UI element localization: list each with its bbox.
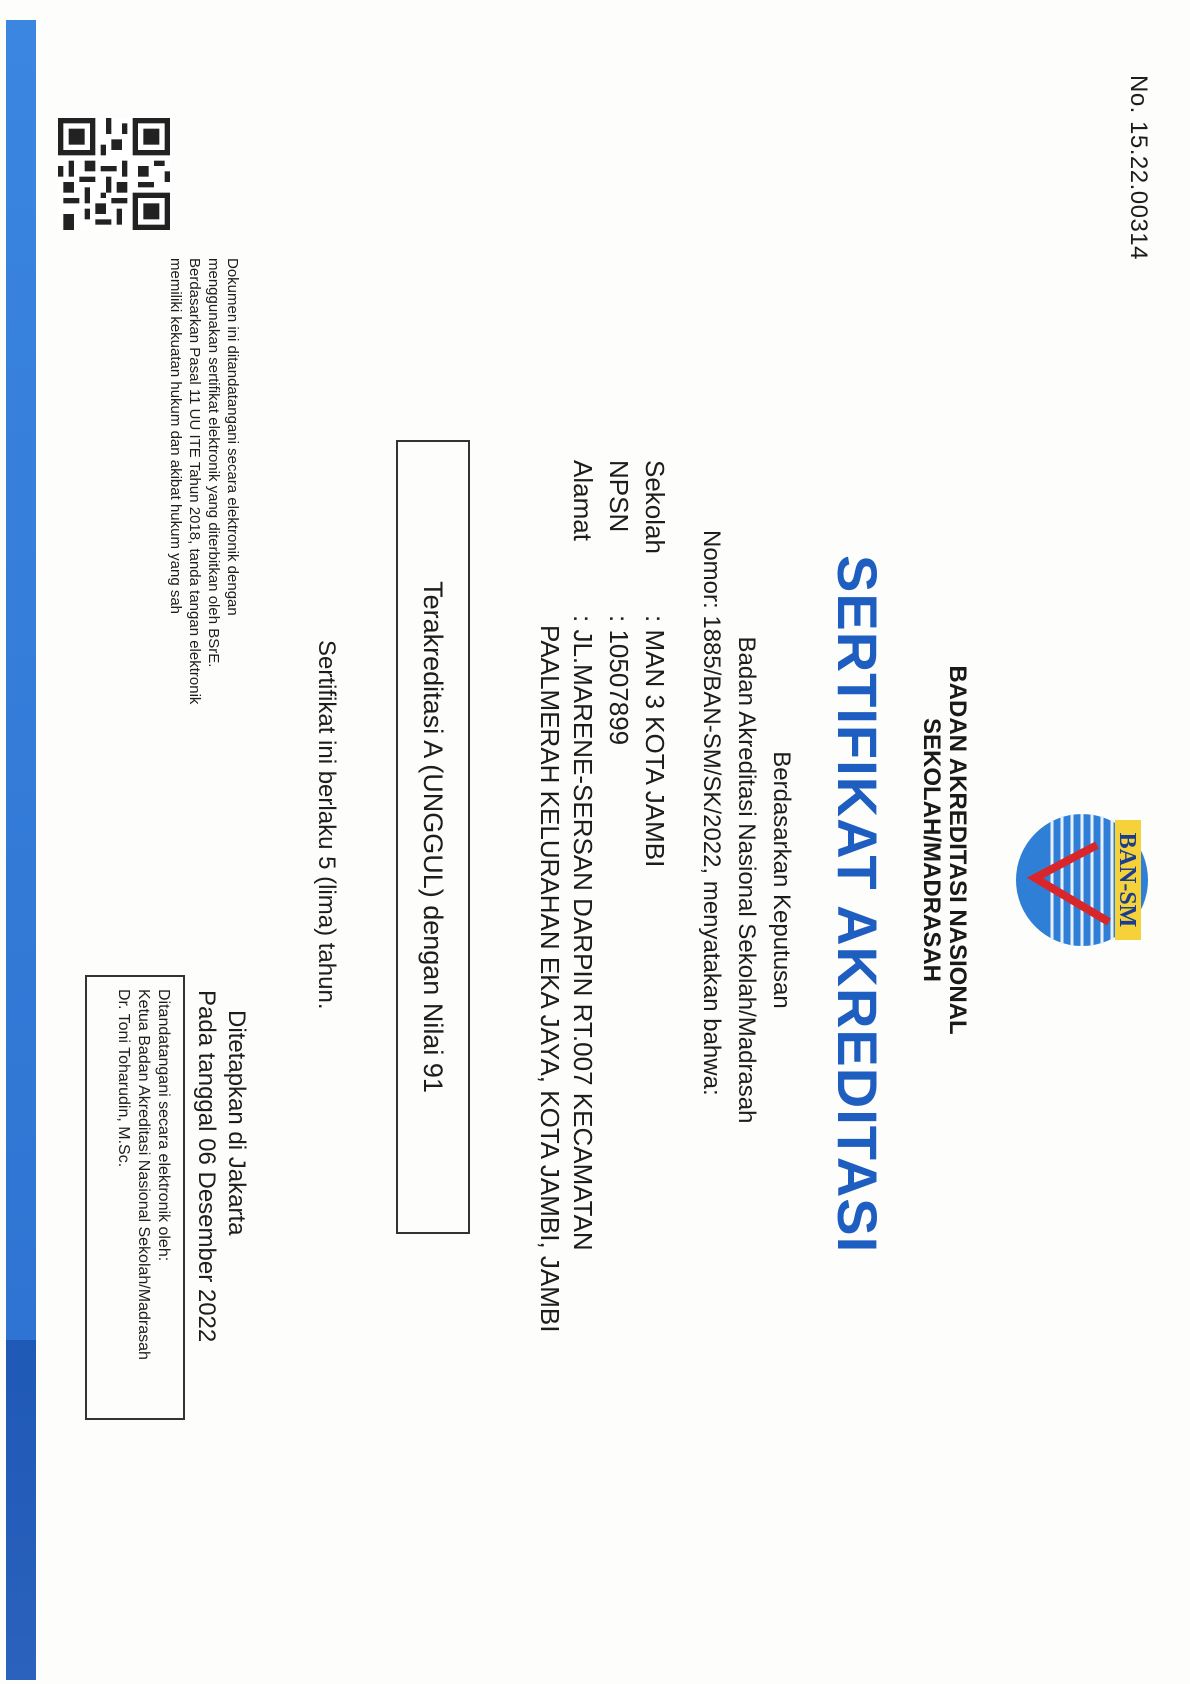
accreditation-result-box [396, 440, 470, 1234]
intro-line-2: Badan Akreditasi Nasional Sekolah/Madrasah [733, 636, 760, 1124]
intro-line-1: Berdasarkan Keputusan [768, 751, 795, 1009]
legal-disclaimer [166, 258, 242, 778]
disclaimer-line-1: Dokumen ini ditandatangani secara elektronik dengan [224, 258, 241, 616]
disclaimer-line-2: menggunakan sertifikat elektronik yang diterbitkan oleh BSrE. [205, 258, 222, 668]
alamat-value-line-1: : JL.MARENE-SERSAN DARPIN RT.007 KECAMATAN [568, 615, 598, 1251]
disclaimer-line-3: Berdasarkan Pasal 11 UU ITE Tahun 2018, tanda tangan elektronik [186, 258, 203, 705]
validity-statement: Sertifikat ini berlaku 5 (lima) tahun. [313, 640, 340, 1010]
certificate-number: No. 15.22.00314 [1125, 75, 1152, 260]
alamat-value-line-2: PAALMERAH KELURAHAN EKA JAYA, KOTA JAMBI, JAMBI [535, 625, 565, 1333]
npsn-label: NPSN [604, 460, 634, 533]
ban-sm-logo [1007, 810, 1157, 950]
npsn-value: : 10507899 [604, 615, 634, 746]
issued-place: Ditetapkan di Jakarta [223, 1010, 250, 1236]
intro-line-3: Nomor: 1885/BAN-SM/SK/2022, menyatakan bahwa: [698, 530, 725, 1096]
sekolah-value: : MAN 3 KOTA JAMBI [640, 615, 670, 868]
signature-line-3: Dr. Toni Toharudin, M.Sc. [115, 989, 132, 1168]
signature-box [85, 975, 185, 1420]
disclaimer-line-4: memiliki kekuatan hukum dan akibat hukum yang sah [167, 258, 184, 615]
signature-line-2: Ketua Badan Akreditasi Nasional Sekolah/Madrasah [135, 989, 152, 1360]
organization-line-1: BADAN AKREDITASI NASIONAL [944, 665, 971, 1035]
issued-date: Pada tanggal 06 Desember 2022 [193, 990, 220, 1343]
alamat-label: Alamat [568, 460, 598, 541]
signature-line-1: Ditandatangani secara elektronik oleh: [155, 989, 172, 1262]
sekolah-label: Sekolah [640, 460, 670, 554]
organization-name [918, 630, 970, 1070]
accreditation-result: Terakreditasi A (UNGGUL) dengan Nilai 91 [418, 581, 448, 1093]
logo-text: BAN-SM [1114, 832, 1140, 928]
qr-code-icon [58, 118, 170, 230]
organization-line-2: SEKOLAH/MADRASAH [918, 718, 945, 982]
certificate-title: SERTIFIKAT AKREDITASI [826, 555, 889, 1254]
